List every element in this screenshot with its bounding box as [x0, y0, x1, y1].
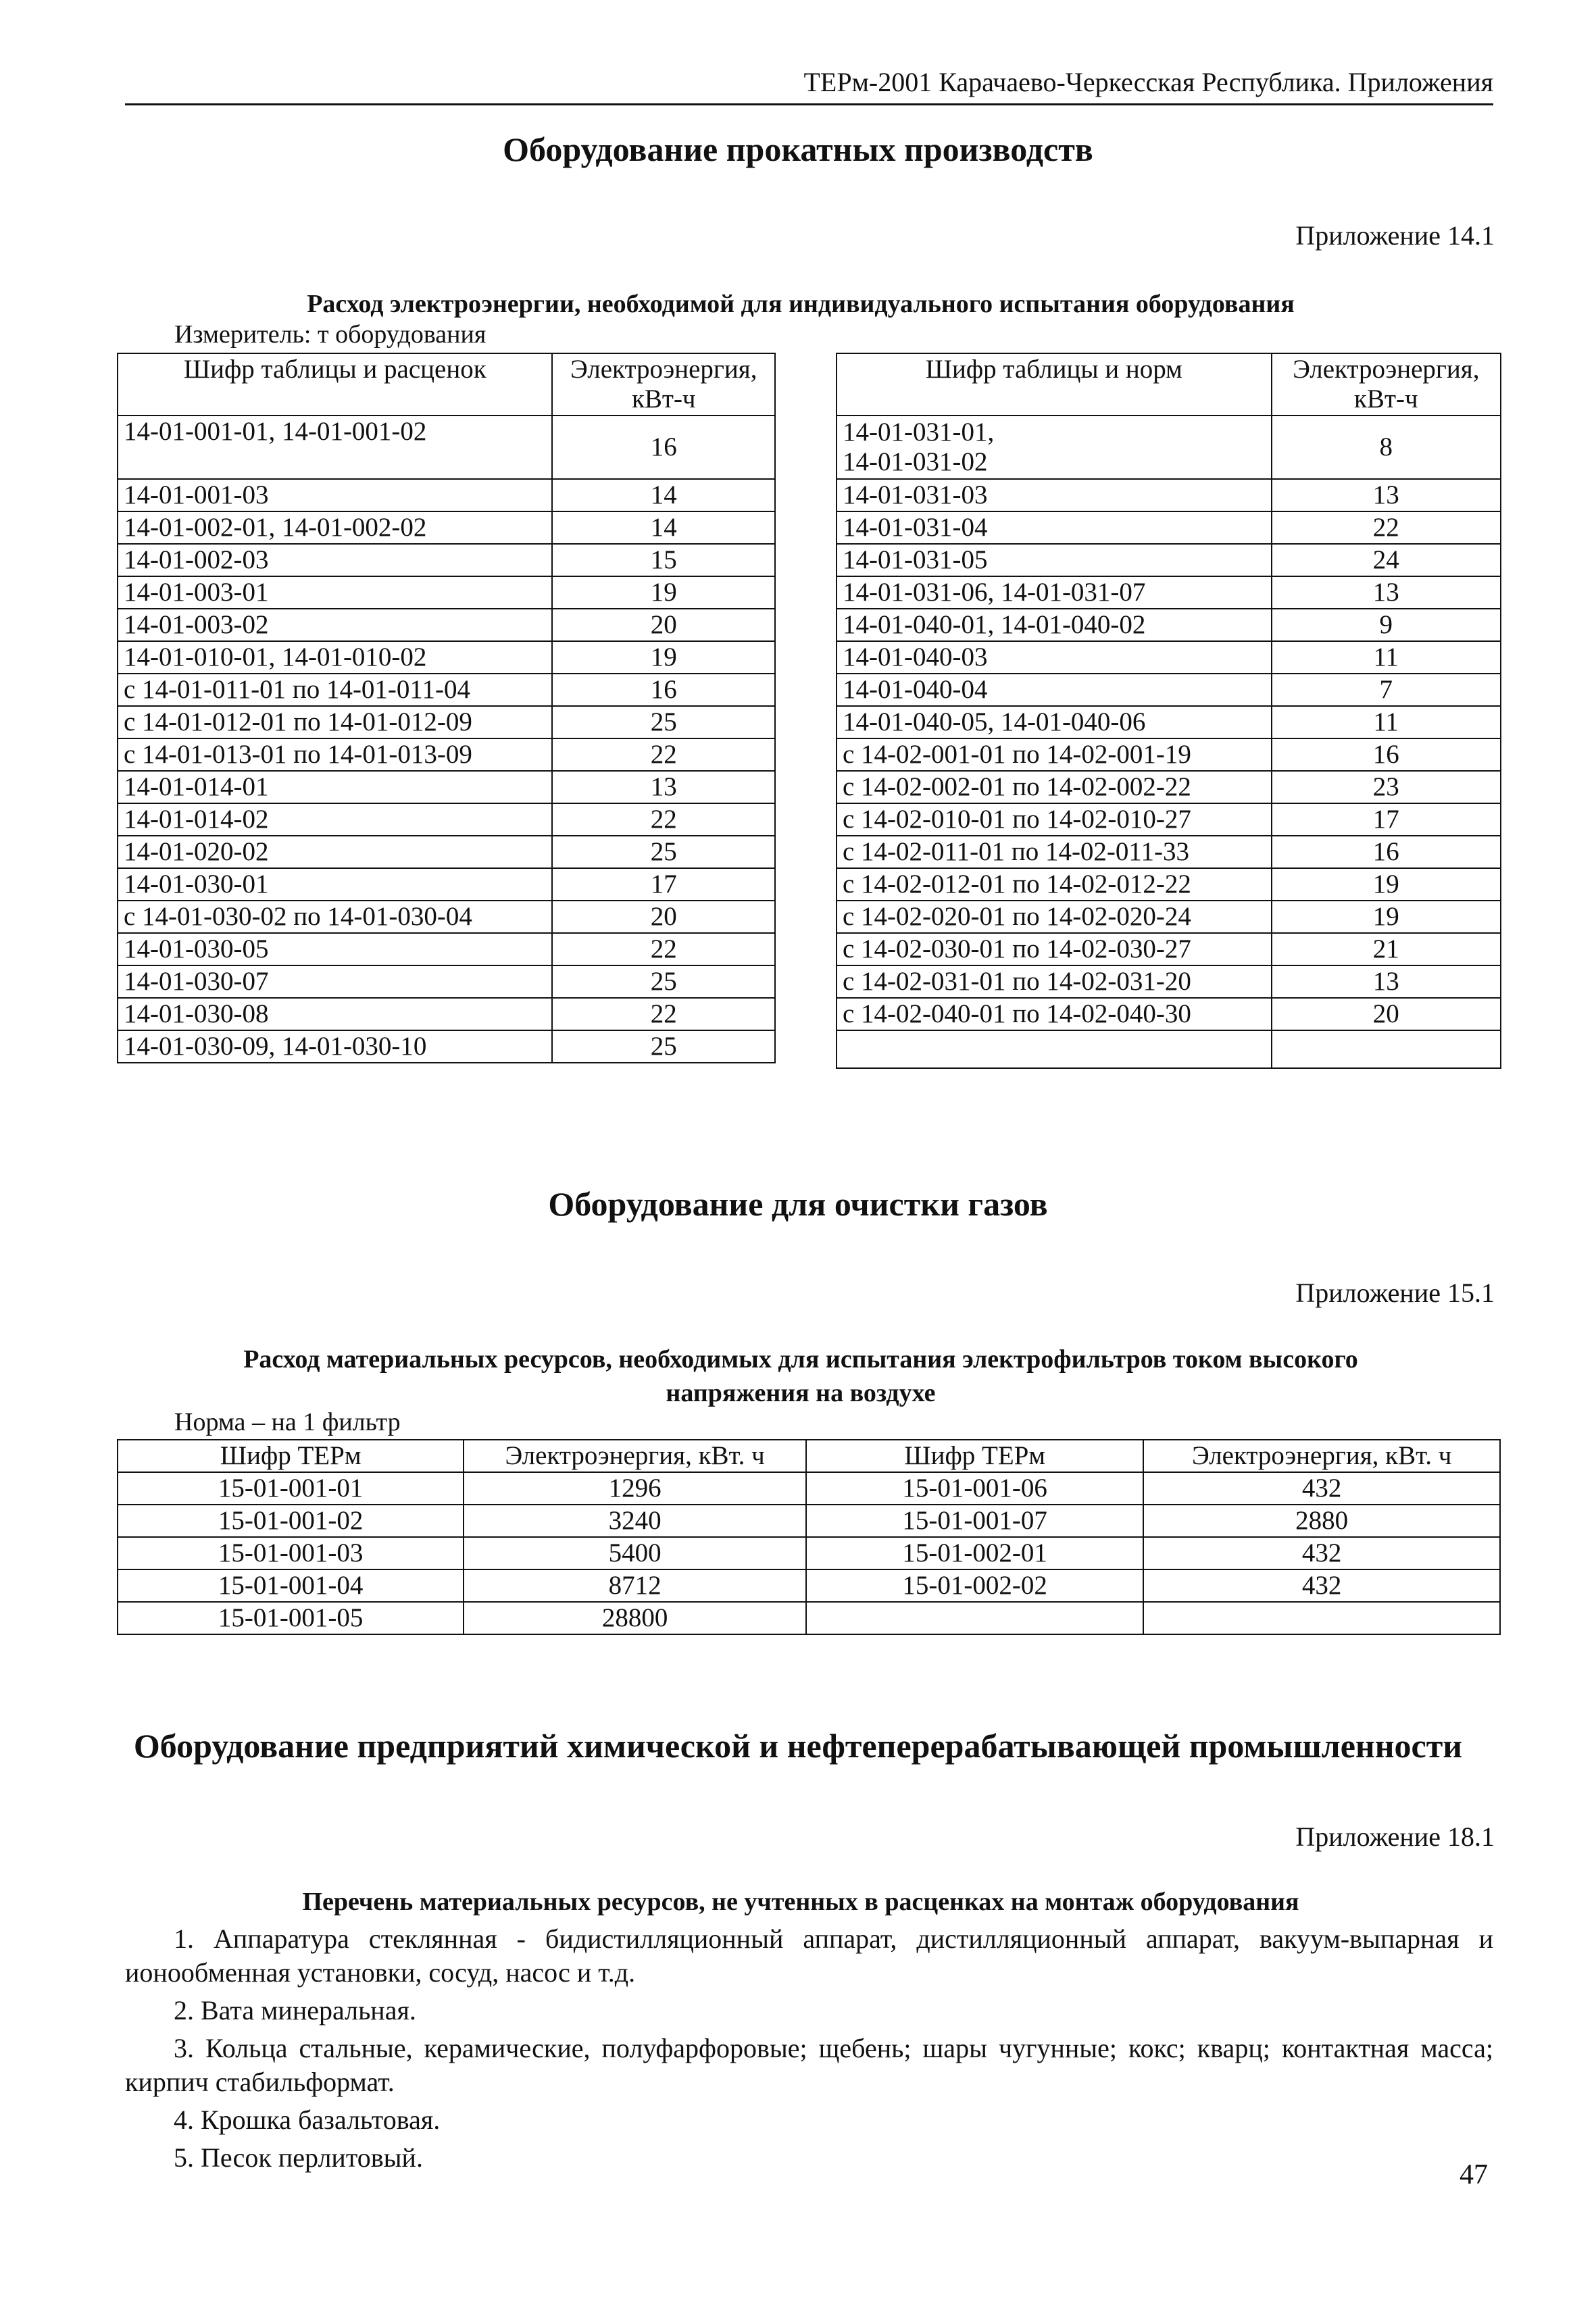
value-cell: 9: [1272, 609, 1501, 641]
code-cell: 15-01-002-02: [806, 1569, 1143, 1602]
page-number: 47: [1460, 2159, 1488, 2190]
table-row: [837, 1030, 1501, 1068]
appendix-label-18-1: Приложение 18.1: [1295, 1821, 1495, 1852]
value-cell: 432: [1143, 1537, 1500, 1569]
table-row: [837, 416, 1501, 479]
table-row: [118, 641, 775, 674]
value-cell: 432: [1143, 1569, 1500, 1602]
code-cell: 15-01-001-05: [118, 1602, 464, 1634]
table-row: [837, 965, 1501, 998]
value-cell: 13: [1272, 479, 1501, 511]
table-row: [118, 998, 775, 1030]
table-row: [837, 933, 1501, 965]
code-cell: 15-01-001-01: [118, 1472, 464, 1505]
value-cell: 25: [552, 1030, 775, 1063]
value-cell: 19: [552, 641, 775, 674]
table-row: [837, 479, 1501, 511]
value-cell: 13: [552, 771, 775, 803]
code-cell: 15-01-002-01: [806, 1537, 1143, 1569]
code-cell: 15-01-001-03: [118, 1537, 464, 1569]
table-title-line: напряжения на воздухе: [666, 1379, 936, 1407]
value-cell: 8712: [464, 1569, 806, 1602]
code-cell: 14-01-031-04: [837, 511, 1272, 544]
list-item: 2. Вата минеральная.: [174, 1995, 416, 2026]
list-item: 5. Песок перлитовый.: [174, 2142, 423, 2173]
value-cell: 20: [1272, 998, 1501, 1030]
code-cell: с 14-02-031-01 по 14-02-031-20: [837, 965, 1272, 998]
value-cell: 25: [552, 836, 775, 868]
table-row: [118, 771, 775, 803]
value-cell: [1272, 1030, 1501, 1068]
value-cell: 22: [552, 933, 775, 965]
code-cell: с 14-02-001-01 по 14-02-001-19: [837, 738, 1272, 771]
code-cell: [837, 416, 1272, 479]
value-cell: 22: [552, 803, 775, 836]
table-row: [118, 609, 775, 641]
table-row: [118, 1472, 1500, 1505]
table-row: [837, 609, 1501, 641]
code-cell: 14-01-001-03: [118, 479, 552, 511]
section-title-gas-cleaning: Оборудование для очистки газов: [548, 1185, 1048, 1223]
table-row: [837, 771, 1501, 803]
filters-table: [117, 1439, 1501, 1635]
header-energy: Электроэнергия, кВт-ч: [1272, 353, 1501, 416]
list-item: 4. Крошка базальтовая.: [174, 2105, 441, 2135]
value-cell: 28800: [464, 1602, 806, 1634]
table-row: [837, 511, 1501, 544]
table-row: [118, 674, 775, 706]
value-cell: 16: [552, 674, 775, 706]
value-cell: 20: [552, 609, 775, 641]
table-row: [118, 965, 775, 998]
code-cell: 14-01-003-02: [118, 609, 552, 641]
table-title-electricity: Расход электроэнергии, необходимой для индивидуального испытания оборудования: [307, 290, 1295, 318]
list-title: Перечень материальных ресурсов, не учтенных в расценках на монтаж оборудования: [302, 1888, 1299, 1916]
code-cell: с 14-01-013-01 по 14-01-013-09: [118, 738, 552, 771]
table-row: [118, 706, 775, 738]
table-row: [837, 998, 1501, 1030]
code-cell: 14-01-030-08: [118, 998, 552, 1030]
code-cell: 14-01-002-01, 14-01-002-02: [118, 511, 552, 544]
table-row: [118, 416, 775, 479]
table-row: [118, 1505, 1500, 1537]
value-cell: 7: [1272, 674, 1501, 706]
list-item: 3. Кольца стальные, керамические, полуфарфоровые; щебень; шары чугунные; кокс; кварц; контактная масса; кирпич стабильформат.: [125, 2033, 1493, 2097]
appendix-label-14-1: Приложение 14.1: [1295, 220, 1495, 251]
code-cell: 14-01-020-02: [118, 836, 552, 868]
code-cell: 14-01-003-01: [118, 576, 552, 609]
section-title-chemical: Оборудование предприятий химической и нефтеперерабатывающей промышленности: [133, 1727, 1463, 1765]
code-cell: с 14-01-011-01 по 14-01-011-04: [118, 674, 552, 706]
code-cell: 14-01-010-01, 14-01-010-02: [118, 641, 552, 674]
table-row: [837, 641, 1501, 674]
electricity-table-left: [117, 353, 776, 1063]
running-header: ТЕРм-2001 Карачаево-Черкесская Республика. Приложения: [803, 67, 1493, 97]
code-cell: 14-01-030-01: [118, 868, 552, 901]
table-row: [118, 544, 775, 576]
code-cell: [837, 1030, 1272, 1068]
table-row: [837, 836, 1501, 868]
section-title-rolling: Оборудование прокатных производств: [503, 130, 1093, 168]
table-row: [118, 933, 775, 965]
table-row: [118, 738, 775, 771]
header-energy: Электроэнергия, кВт-ч: [552, 353, 775, 416]
table-row: [118, 868, 775, 901]
code-cell: с 14-01-030-02 по 14-01-030-04: [118, 901, 552, 933]
code-cell: 14-01-014-01: [118, 771, 552, 803]
code-cell: 14-01-040-03: [837, 641, 1272, 674]
value-cell: 13: [1272, 576, 1501, 609]
code-cell: 15-01-001-04: [118, 1569, 464, 1602]
code-cell: 14-01-002-03: [118, 544, 552, 576]
code-cell: с 14-02-011-01 по 14-02-011-33: [837, 836, 1272, 868]
code-cell: с 14-02-010-01 по 14-02-010-27: [837, 803, 1272, 836]
value-cell: 432: [1143, 1472, 1500, 1505]
code-cell: 14-01-001-01, 14-01-001-02: [118, 416, 552, 479]
table-row: [837, 868, 1501, 901]
value-cell: 11: [1272, 641, 1501, 674]
appendix-label-15-1: Приложение 15.1: [1295, 1278, 1495, 1308]
code-cell: 14-01-040-01, 14-01-040-02: [837, 609, 1272, 641]
table-row: [118, 511, 775, 544]
value-cell: 21: [1272, 933, 1501, 965]
code-cell: 14-01-040-05, 14-01-040-06: [837, 706, 1272, 738]
code-line: 14-01-031-02: [843, 447, 988, 476]
table-row: [837, 803, 1501, 836]
value-cell: 15: [552, 544, 775, 576]
value-cell: 16: [1272, 738, 1501, 771]
header-rule: [125, 103, 1493, 105]
table-row: [118, 576, 775, 609]
code-cell: [806, 1602, 1143, 1634]
table-row: [118, 479, 775, 511]
code-cell: 14-01-040-04: [837, 674, 1272, 706]
value-cell: 13: [1272, 965, 1501, 998]
materials-list: [125, 1922, 1493, 2179]
code-cell: 14-01-031-03: [837, 479, 1272, 511]
value-cell: 14: [552, 479, 775, 511]
table-row: [837, 674, 1501, 706]
value-cell: 17: [1272, 803, 1501, 836]
table-row: [837, 706, 1501, 738]
value-cell: 17: [552, 868, 775, 901]
table-row: [837, 544, 1501, 576]
value-cell: 1296: [464, 1472, 806, 1505]
value-cell: 19: [552, 576, 775, 609]
value-cell: 3240: [464, 1505, 806, 1537]
table-title-line: Расход материальных ресурсов, необходимых для испытания электрофильтров током высокого: [243, 1345, 1358, 1374]
value-cell: [1143, 1602, 1500, 1634]
value-cell: 23: [1272, 771, 1501, 803]
code-cell: 14-01-030-05: [118, 933, 552, 965]
table-row: [118, 803, 775, 836]
code-cell: 15-01-001-02: [118, 1505, 464, 1537]
table-title-materials: [176, 1342, 1426, 1410]
header-code: Шифр таблицы и норм: [837, 353, 1272, 416]
table-row: [118, 836, 775, 868]
code-cell: с 14-01-012-01 по 14-01-012-09: [118, 706, 552, 738]
code-cell: 14-01-031-05: [837, 544, 1272, 576]
code-cell: с 14-02-030-01 по 14-02-030-27: [837, 933, 1272, 965]
value-cell: 22: [552, 998, 775, 1030]
value-cell: 25: [552, 706, 775, 738]
code-cell: 14-01-031-06, 14-01-031-07: [837, 576, 1272, 609]
header-code: Шифр таблицы и расценок: [118, 353, 552, 416]
value-cell: 22: [552, 738, 775, 771]
table-row: [837, 576, 1501, 609]
value-cell: 16: [552, 416, 775, 479]
table-row: [118, 901, 775, 933]
column-header: Электроэнергия, кВт. ч: [1143, 1440, 1500, 1472]
code-cell: с 14-02-012-01 по 14-02-012-22: [837, 868, 1272, 901]
norm-unit: Норма – на 1 фильтр: [174, 1408, 401, 1436]
electricity-table-right: [836, 353, 1501, 1069]
value-cell: 16: [1272, 836, 1501, 868]
value-cell: 2880: [1143, 1505, 1500, 1537]
value-cell: 14: [552, 511, 775, 544]
value-cell: 22: [1272, 511, 1501, 544]
list-item: 1. Аппаратура стеклянная - бидистилляционный аппарат, дистилляционный аппарат, вакуум-выпарная и ионообменная установки, сосуд, насос и т.д.: [125, 1923, 1493, 1988]
value-cell: 24: [1272, 544, 1501, 576]
measure-unit: Измеритель: т оборудования: [174, 320, 487, 349]
value-cell: 20: [552, 901, 775, 933]
column-header: Шифр ТЕРм: [806, 1440, 1143, 1472]
code-cell: с 14-02-020-01 по 14-02-020-24: [837, 901, 1272, 933]
code-cell: с 14-02-002-01 по 14-02-002-22: [837, 771, 1272, 803]
table-row: [837, 738, 1501, 771]
value-cell: 11: [1272, 706, 1501, 738]
code-cell: 14-01-030-09, 14-01-030-10: [118, 1030, 552, 1063]
column-header: Электроэнергия, кВт. ч: [464, 1440, 806, 1472]
table-row: [837, 901, 1501, 933]
table-row: [118, 1030, 775, 1063]
code-cell: 15-01-001-06: [806, 1472, 1143, 1505]
code-cell: 15-01-001-07: [806, 1505, 1143, 1537]
value-cell: 19: [1272, 901, 1501, 933]
value-cell: 19: [1272, 868, 1501, 901]
table-row: [118, 1569, 1500, 1602]
value-cell: 8: [1272, 416, 1501, 479]
code-line: 14-01-031-01,: [843, 418, 995, 447]
column-header: Шифр ТЕРм: [118, 1440, 464, 1472]
code-cell: с 14-02-040-01 по 14-02-040-30: [837, 998, 1272, 1030]
value-cell: 5400: [464, 1537, 806, 1569]
code-cell: 14-01-030-07: [118, 965, 552, 998]
table-row: [118, 1537, 1500, 1569]
value-cell: 25: [552, 965, 775, 998]
table-row: [118, 1602, 1500, 1634]
code-cell: 14-01-014-02: [118, 803, 552, 836]
